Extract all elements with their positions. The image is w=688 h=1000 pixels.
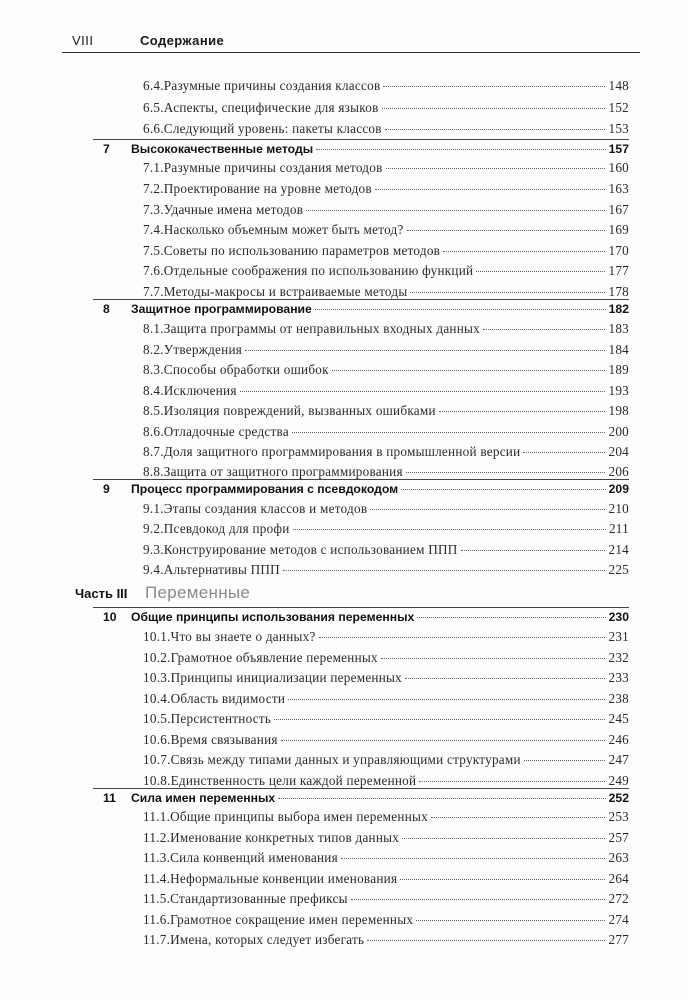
- toc-section-entry[interactable]: [143, 521, 629, 537]
- dot-leader: [401, 489, 606, 490]
- toc-section-entry[interactable]: [143, 830, 629, 846]
- dot-leader: [400, 879, 605, 880]
- entry-page-number: 177: [608, 263, 629, 278]
- entry-title: Стандартизованные префиксы: [170, 891, 348, 906]
- entry-page-number: 170: [608, 243, 629, 258]
- entry-page-number: 209: [608, 482, 629, 496]
- entry-number: 9.1.: [143, 501, 164, 516]
- entry-title: Утверждения: [163, 342, 243, 357]
- entry-number: 10.3.: [143, 670, 171, 685]
- entry-number: 6.6.: [143, 121, 164, 136]
- entry-page-number: 178: [608, 284, 629, 299]
- entry-page-number: 253: [608, 809, 629, 824]
- entry-title: Удачные имена методов: [163, 202, 304, 217]
- toc-section-entry[interactable]: [143, 773, 629, 789]
- dot-leader: [416, 920, 605, 921]
- toc-section-entry[interactable]: [143, 342, 629, 358]
- dot-leader: [443, 251, 605, 252]
- dot-leader: [382, 108, 606, 109]
- entry-page-number: 169: [608, 222, 629, 237]
- entry-page-number: 148: [608, 78, 629, 93]
- entry-page-number: 272: [608, 891, 629, 906]
- entry-title: Область видимости: [170, 691, 286, 706]
- dot-leader: [315, 309, 606, 310]
- dot-leader: [293, 529, 606, 530]
- entry-number: 8.5.: [143, 403, 164, 418]
- entry-number: 7.5.: [143, 243, 164, 258]
- entry-page-number: 274: [608, 912, 629, 927]
- entry-title: Разумные причины создания классов: [163, 78, 381, 93]
- entry-number: 10.4.: [143, 691, 171, 706]
- entry-page-number: 206: [608, 464, 629, 479]
- toc-section-entry[interactable]: [143, 78, 629, 94]
- dot-leader: [386, 168, 606, 169]
- entry-title: Высококачественные методы: [131, 142, 314, 156]
- entry-page-number: 153: [608, 121, 629, 136]
- dot-leader: [283, 570, 606, 571]
- entry-number: 11.3.: [143, 850, 171, 865]
- entry-number: 11.2.: [143, 830, 171, 845]
- entry-page-number: 183: [608, 321, 629, 336]
- toc-chapter-entry[interactable]: [103, 302, 629, 316]
- entry-page-number: 264: [608, 871, 629, 886]
- entry-title: Связь между типами данных и управляющими структурами: [170, 752, 521, 767]
- entry-number: 9.2.: [143, 521, 164, 536]
- entry-title: Конструирование методов с использованием ППП: [163, 542, 458, 557]
- toc-section-entry[interactable]: [143, 912, 629, 928]
- entry-title: Что вы знаете о данных?: [170, 629, 316, 644]
- entry-page-number: 233: [608, 670, 629, 685]
- toc-section-entry[interactable]: [143, 932, 629, 948]
- toc-section-entry[interactable]: [143, 202, 629, 218]
- entry-title: Методы-макросы и встраиваемые методы: [163, 284, 408, 299]
- entry-title: Защита программы от неправильных входных данных: [163, 321, 480, 336]
- entry-page-number: 198: [608, 403, 629, 418]
- entry-title: Грамотное объявление переменных: [170, 650, 378, 665]
- part-label: Часть III: [75, 586, 128, 601]
- entry-number: 10.1.: [143, 629, 171, 644]
- entry-page-number: 246: [608, 732, 629, 747]
- dot-leader: [375, 189, 606, 190]
- entry-title: Отладочные средства: [163, 424, 289, 439]
- toc-section-entry[interactable]: [143, 100, 629, 116]
- entry-title: Общие принципы выбора имен переменных: [170, 809, 428, 824]
- toc-section-entry[interactable]: [143, 711, 629, 727]
- toc-section-entry[interactable]: [143, 691, 629, 707]
- entry-number: 7.7.: [143, 284, 164, 299]
- toc-section-entry[interactable]: [143, 321, 629, 337]
- entry-number: 10.5.: [143, 711, 171, 726]
- entry-number: 8.8.: [143, 464, 164, 479]
- dot-leader: [367, 940, 605, 941]
- entry-number: 10.2.: [143, 650, 171, 665]
- dot-leader: [383, 86, 605, 87]
- entry-page-number: 277: [608, 932, 629, 947]
- entry-number: 8.2.: [143, 342, 164, 357]
- toc-section-entry[interactable]: [143, 243, 629, 259]
- toc-section-entry[interactable]: [143, 891, 629, 907]
- dot-leader: [405, 678, 605, 679]
- entry-number: 7.4.: [143, 222, 164, 237]
- toc-section-entry[interactable]: [143, 650, 629, 666]
- entry-number: 8.3.: [143, 362, 164, 377]
- toc-section-entry[interactable]: [143, 464, 629, 480]
- toc-chapter-entry[interactable]: [103, 142, 629, 156]
- page-number: VIII: [72, 33, 94, 48]
- chapter-rule: [93, 479, 629, 480]
- toc-section-entry[interactable]: [143, 403, 629, 419]
- toc-section-entry[interactable]: [143, 670, 629, 686]
- toc-section-entry[interactable]: [143, 383, 629, 399]
- entry-number: 8.6.: [143, 424, 164, 439]
- entry-title: Насколько объемным может быть метод?: [163, 222, 404, 237]
- entry-title: Сила имен переменных: [131, 791, 276, 805]
- entry-title: Персистентность: [170, 711, 272, 726]
- toc-section-entry[interactable]: [143, 850, 629, 866]
- entry-title: Следующий уровень: пакеты классов: [163, 121, 382, 136]
- entry-page-number: 160: [608, 160, 629, 175]
- entry-title: Принципы инициализации переменных: [170, 670, 402, 685]
- entry-page-number: 252: [608, 791, 629, 805]
- toc-section-entry[interactable]: [143, 263, 629, 279]
- entry-number: 11.5.: [143, 891, 171, 906]
- entry-page-number: 167: [608, 202, 629, 217]
- entry-page-number: 257: [608, 830, 629, 845]
- dot-leader: [341, 858, 606, 859]
- entry-page-number: 247: [608, 752, 629, 767]
- dot-leader: [278, 798, 606, 799]
- entry-page-number: 245: [608, 711, 629, 726]
- dot-leader: [292, 432, 606, 433]
- dot-leader: [332, 370, 606, 371]
- entry-title: Общие принципы использования переменных: [131, 610, 415, 624]
- dot-leader: [417, 617, 605, 618]
- entry-number: 11.6.: [143, 912, 171, 927]
- entry-title: Отдельные соображения по использованию функций: [163, 263, 474, 278]
- entry-number: 10.8.: [143, 773, 171, 788]
- entry-number: 7.6.: [143, 263, 164, 278]
- part-title: Переменные: [145, 583, 251, 602]
- entry-page-number: 232: [608, 650, 629, 665]
- entry-title: Единственность цели каждой переменной: [170, 773, 417, 788]
- entry-title: Доля защитного программирования в промышленной версии: [163, 444, 521, 459]
- dot-leader: [524, 760, 606, 761]
- entry-page-number: 200: [608, 424, 629, 439]
- dot-leader: [419, 781, 605, 782]
- entry-page-number: 157: [608, 142, 629, 156]
- toc-section-entry[interactable]: [143, 501, 629, 517]
- toc-section-entry[interactable]: [143, 629, 629, 645]
- entry-number: 8.7.: [143, 444, 164, 459]
- toc-section-entry[interactable]: [143, 542, 629, 558]
- entry-number: 11.1.: [143, 809, 171, 824]
- dot-leader: [407, 230, 606, 231]
- entry-page-number: 152: [608, 100, 629, 115]
- toc-section-entry[interactable]: [143, 362, 629, 378]
- entry-title: Псевдокод для профи: [163, 521, 290, 536]
- entry-page-number: 249: [608, 773, 629, 788]
- entry-title: Исключения: [163, 383, 237, 398]
- entry-number: 11.4.: [143, 871, 171, 886]
- toc-chapter-entry[interactable]: [103, 482, 629, 496]
- entry-number: 9: [103, 482, 110, 496]
- entry-page-number: 238: [608, 691, 629, 706]
- entry-number: 11: [103, 791, 116, 805]
- entry-page-number: 225: [608, 562, 629, 577]
- entry-page-number: 210: [608, 501, 629, 516]
- dot-leader: [461, 550, 606, 551]
- entry-title: Изоляция повреждений, вызванных ошибками: [163, 403, 436, 418]
- entry-title: Разумные причины создания методов: [163, 160, 383, 175]
- dot-leader: [281, 740, 606, 741]
- entry-title: Имена, которых следует избегать: [170, 932, 365, 947]
- entry-title: Сила конвенций именования: [170, 850, 338, 865]
- entry-title: Альтернативы ППП: [163, 562, 280, 577]
- chapter-rule: [93, 788, 629, 789]
- entry-number: 6.4.: [143, 78, 164, 93]
- toc-section-entry[interactable]: [143, 222, 629, 238]
- entry-page-number: 230: [608, 610, 629, 624]
- entry-title: Способы обработки ошибок: [163, 362, 329, 377]
- chapter-rule: [93, 299, 629, 300]
- dot-leader: [351, 899, 606, 900]
- entry-page-number: 184: [608, 342, 629, 357]
- entry-number: 11.7.: [143, 932, 171, 947]
- toc-section-entry[interactable]: [143, 732, 629, 748]
- entry-page-number: 211: [608, 521, 629, 536]
- dot-leader: [288, 699, 605, 700]
- entry-title: Именование конкретных типов данных: [170, 830, 400, 845]
- entry-number: 9.4.: [143, 562, 164, 577]
- toc-section-entry[interactable]: [143, 121, 629, 137]
- entry-page-number: 163: [608, 181, 629, 196]
- entry-page-number: 231: [608, 629, 629, 644]
- entry-title: Защитное программирование: [131, 302, 312, 316]
- entry-title: Неформальные конвенции именования: [170, 871, 398, 886]
- dot-leader: [245, 350, 605, 351]
- entry-number: 6.5.: [143, 100, 164, 115]
- entry-number: 7.1.: [143, 160, 164, 175]
- dot-leader: [319, 637, 606, 638]
- dot-leader: [306, 210, 605, 211]
- dot-leader: [274, 719, 605, 720]
- dot-leader: [240, 391, 606, 392]
- toc-chapter-entry[interactable]: [103, 791, 629, 805]
- entry-title: Процесс программирования с псевдокодом: [131, 482, 399, 496]
- toc-section-entry[interactable]: [143, 871, 629, 887]
- chapter-rule: [93, 607, 629, 608]
- dot-leader: [370, 509, 605, 510]
- entry-title: Грамотное сокращение имен переменных: [170, 912, 414, 927]
- entry-page-number: 182: [608, 302, 629, 316]
- entry-title: Время связывания: [170, 732, 278, 747]
- entry-page-number: 263: [608, 850, 629, 865]
- entry-number: 10.7.: [143, 752, 171, 767]
- toc-section-entry[interactable]: [143, 562, 629, 578]
- dot-leader: [439, 411, 606, 412]
- dot-leader: [483, 329, 605, 330]
- toc-section-entry[interactable]: [143, 284, 629, 300]
- entry-number: 8.1.: [143, 321, 164, 336]
- entry-title: Проектирование на уровне методов: [163, 181, 372, 196]
- toc-section-entry[interactable]: [143, 752, 629, 768]
- toc-section-entry[interactable]: [143, 160, 629, 176]
- entry-number: 8.4.: [143, 383, 164, 398]
- entry-number: 9.3.: [143, 542, 164, 557]
- dot-leader: [402, 838, 605, 839]
- dot-leader: [385, 129, 606, 130]
- chapter-rule: [93, 139, 629, 140]
- toc-chapter-entry[interactable]: [103, 610, 629, 624]
- entry-title: Защита от защитного программирования: [163, 464, 403, 479]
- dot-leader: [431, 817, 606, 818]
- dot-leader: [406, 472, 606, 473]
- dot-leader: [316, 149, 606, 150]
- entry-title: Этапы создания классов и методов: [163, 501, 368, 516]
- entry-page-number: 189: [608, 362, 629, 377]
- entry-number: 8: [103, 302, 110, 316]
- entry-page-number: 204: [608, 444, 629, 459]
- dot-leader: [476, 271, 605, 272]
- entry-title: Аспекты, специфические для языков: [163, 100, 379, 115]
- entry-number: 10: [103, 610, 117, 624]
- toc-section-entry[interactable]: [143, 809, 629, 825]
- dot-leader: [381, 658, 606, 659]
- entry-number: 10.6.: [143, 732, 171, 747]
- dot-leader: [523, 452, 605, 453]
- toc-section-entry[interactable]: [143, 424, 629, 440]
- entry-number: 7.3.: [143, 202, 164, 217]
- entry-page-number: 193: [608, 383, 629, 398]
- toc-section-entry[interactable]: [143, 444, 629, 460]
- entry-number: 7: [103, 142, 110, 156]
- dot-leader: [410, 292, 605, 293]
- toc-section-entry[interactable]: [143, 181, 629, 197]
- entry-number: 7.2.: [143, 181, 164, 196]
- header-title: Содержание: [140, 33, 225, 48]
- entry-page-number: 214: [608, 542, 629, 557]
- entry-title: Советы по использованию параметров методов: [163, 243, 441, 258]
